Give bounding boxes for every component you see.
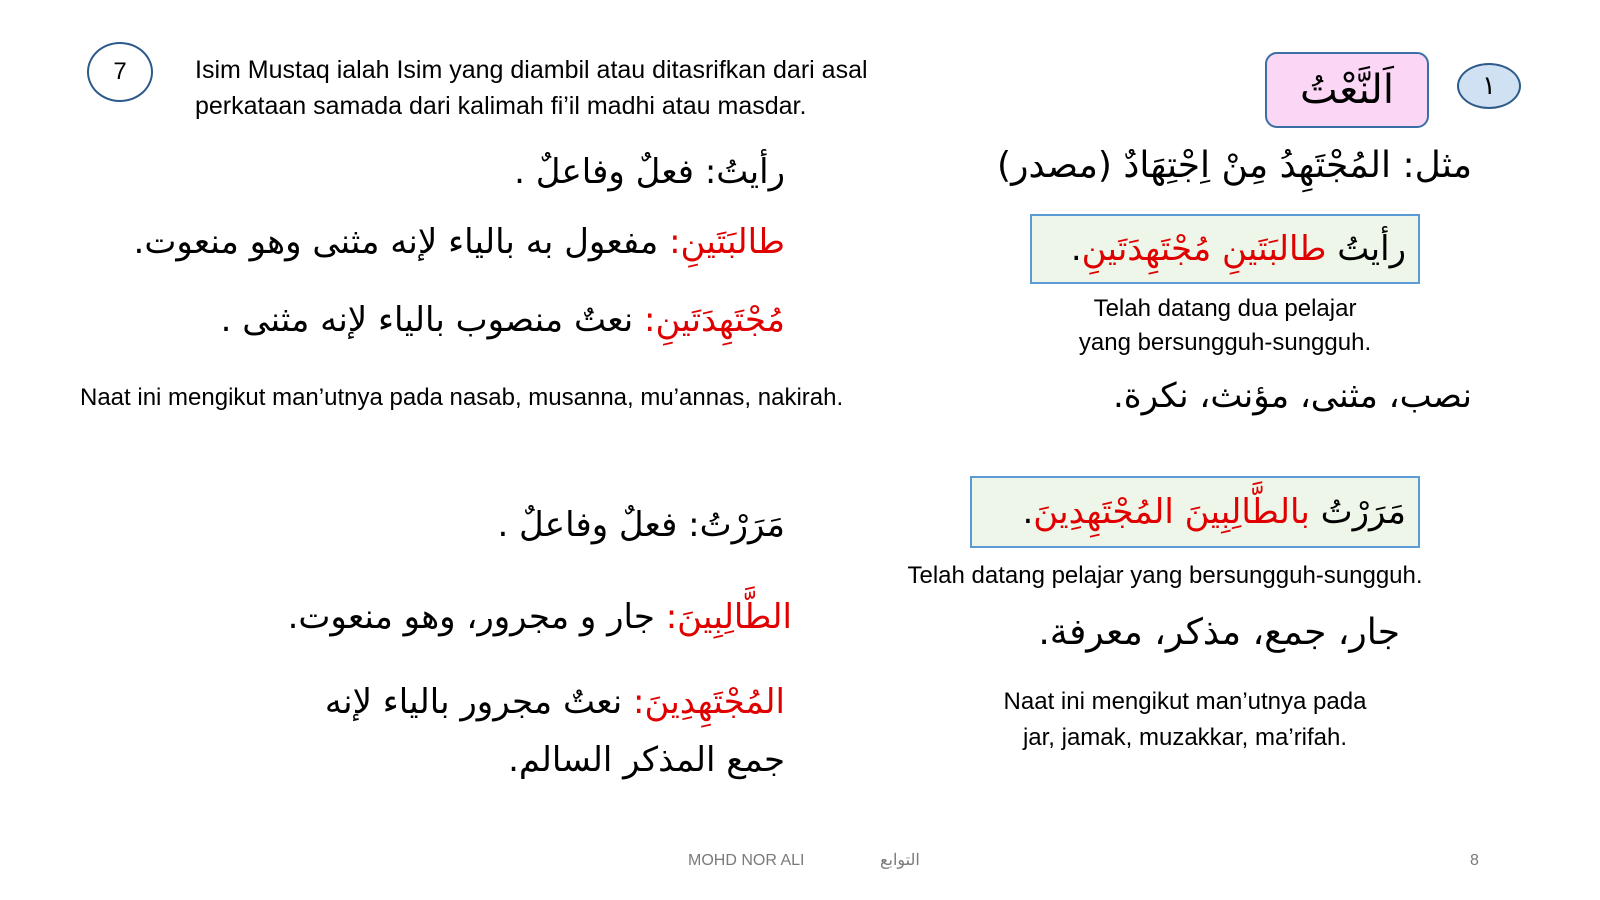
- example1-naat-phrase: طالبَتَينِ مُجْتَهِدَتَينِ: [1081, 229, 1338, 269]
- slide-number-badge: 7: [87, 42, 153, 102]
- example1-analysis-2: [134, 222, 785, 262]
- analysis-text: مفعول به بالياء لإنه مثنى وهو منعوت.: [133, 222, 670, 262]
- footer-topic: التوابع: [880, 852, 920, 869]
- analysis-text: مَرَرْتُ: فعلٌ وفاعلٌ .: [497, 505, 785, 545]
- footer-page-number: 8: [1470, 852, 1479, 869]
- analysis-word: الطَّالِبِينَ:: [665, 597, 792, 637]
- analysis-text: رأيتُ: فعلٌ وفاعلٌ .: [514, 152, 785, 192]
- example2-sentence-box: [970, 476, 1420, 548]
- definition-text: [195, 52, 868, 124]
- analysis-text: جمع المذكر السالم.: [508, 740, 785, 780]
- example1-translation-line-1: Telah datang dua pelajar: [1093, 295, 1357, 322]
- example2-verb: مَرَرْتُ: [1320, 492, 1406, 532]
- analysis-word: طالبَتَينِ:: [669, 222, 785, 262]
- analysis-word: مُجْتَهِدَتَينِ:: [644, 300, 785, 340]
- example1-analysis-3: [221, 300, 785, 340]
- example1-features: نصب، مثنى، مؤنث، نكرة.: [1113, 376, 1472, 416]
- example-intro: مثل: المُجْتَهِدُ مِنْ اِجْتِهَادٌ (مصدر): [997, 145, 1472, 186]
- example1-note: Naat ini mengikut man’utnya pada nasab, musanna, mu’annas, nakirah.: [80, 384, 844, 411]
- example1-verb: رأيتُ: [1337, 229, 1406, 269]
- example2-analysis-4: [508, 740, 785, 780]
- example2-analysis-2: [288, 597, 792, 637]
- analysis-text: نعتٌ مجرور بالياء لإنه: [324, 682, 633, 722]
- page-title: اَلنَّعْتُ: [1300, 67, 1394, 113]
- example2-features: جار، جمع، مذكر، معرفة.: [1038, 612, 1400, 653]
- footer-author: MOHD NOR ALI: [688, 852, 805, 869]
- definition-line-1: Isim Mustaq ialah Isim yang diambil atau ditasrifkan dari asal: [195, 56, 868, 84]
- example2-note-line-2: jar, jamak, muzakkar, ma’rifah.: [1022, 724, 1348, 751]
- example1-translation-line-2: yang bersungguh-sungguh.: [1078, 329, 1372, 356]
- example2-sentence: [1022, 492, 1406, 532]
- item-number: ١: [1482, 71, 1496, 101]
- example2-note-line-1: Naat ini mengikut man’utnya pada: [1003, 688, 1367, 715]
- analysis-text: جار و مجرور، وهو منعوت.: [287, 597, 666, 637]
- example1-translation: [1030, 292, 1420, 360]
- example2-analysis-3: [325, 682, 785, 722]
- example1-period: .: [1070, 229, 1082, 269]
- example2-naat-phrase: بالطَّالِبِينَ المُجْتَهِدِينَ: [1033, 492, 1321, 532]
- example2-analysis-1: [497, 505, 785, 545]
- example1-sentence: [1071, 229, 1406, 269]
- example2-period: .: [1022, 492, 1034, 532]
- example2-note: [960, 684, 1410, 756]
- analysis-text: نعتٌ منصوب بالياء لإنه مثنى .: [220, 300, 644, 340]
- item-number-badge: [1457, 63, 1521, 109]
- definition-line-2: perkataan samada dari kalimah fi’il madhi atau masdar.: [195, 92, 807, 120]
- example1-sentence-box: [1030, 214, 1420, 284]
- example2-translation: Telah datang pelajar yang bersungguh-sungguh.: [907, 562, 1423, 589]
- analysis-word: المُجْتَهِدِينَ:: [633, 682, 785, 722]
- title-box: [1265, 52, 1429, 128]
- example1-analysis-1: [514, 152, 785, 192]
